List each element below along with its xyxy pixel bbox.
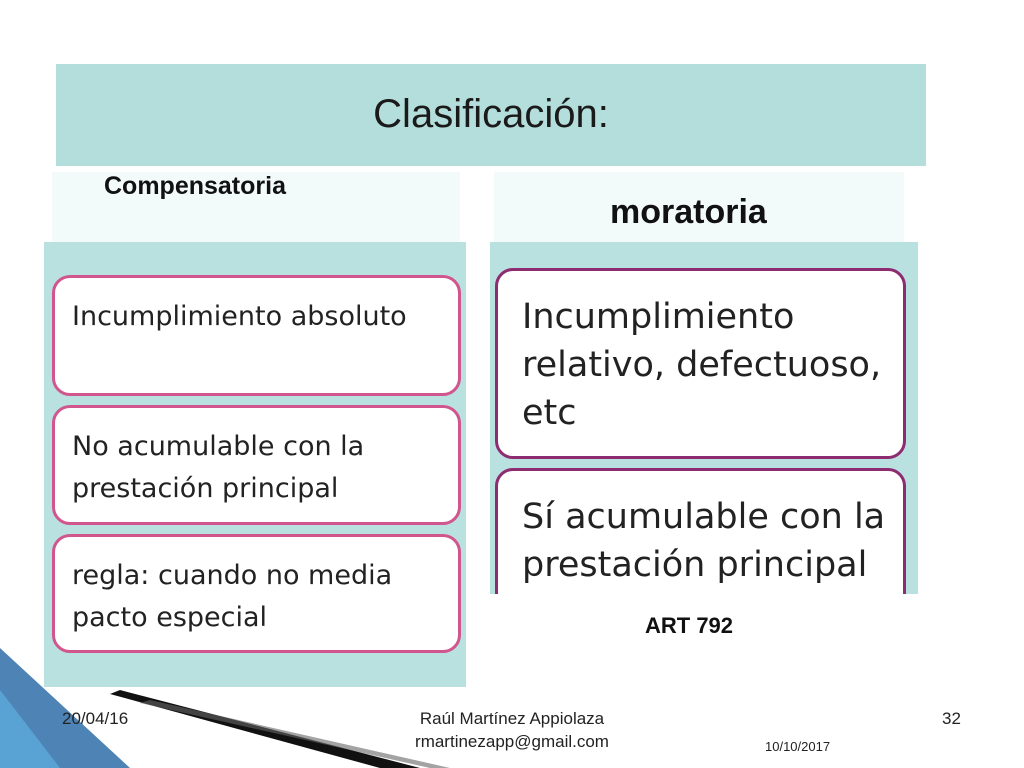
card-text: Incumplimiento absoluto [72, 301, 407, 332]
card-text: Incumplimiento relativo, defectuoso, etc [522, 297, 882, 433]
art-label: ART 792 [645, 613, 734, 638]
card-text: regla: cuando no media pacto especial [72, 560, 393, 633]
card-si-acumulable [495, 468, 906, 594]
footer-author: Raúl Martínez Appiolaza [419, 709, 605, 728]
card-text: Sí acumulable con la prestación principal [522, 497, 886, 585]
card-incumplimiento-absoluto [52, 275, 461, 396]
card-regla [52, 534, 461, 653]
panel-moratoria [490, 242, 918, 594]
footer-date-right: 10/10/2017 [765, 739, 831, 754]
footer-email: rmartinezapp@gmail.com [415, 732, 609, 751]
column-heading-compensatoria: Compensatoria [104, 172, 286, 200]
panel-compensatoria [44, 242, 466, 687]
card-incumplimiento-relativo [495, 268, 906, 459]
slide-title: Clasificación: [373, 92, 609, 136]
card-text: No acumulable con la prestación principal [72, 431, 365, 504]
footer-date-left: 20/04/16 [62, 709, 129, 728]
card-no-acumulable [52, 405, 461, 525]
column-heading-moratoria: moratoria [610, 193, 767, 231]
page-number: 32 [942, 709, 961, 728]
